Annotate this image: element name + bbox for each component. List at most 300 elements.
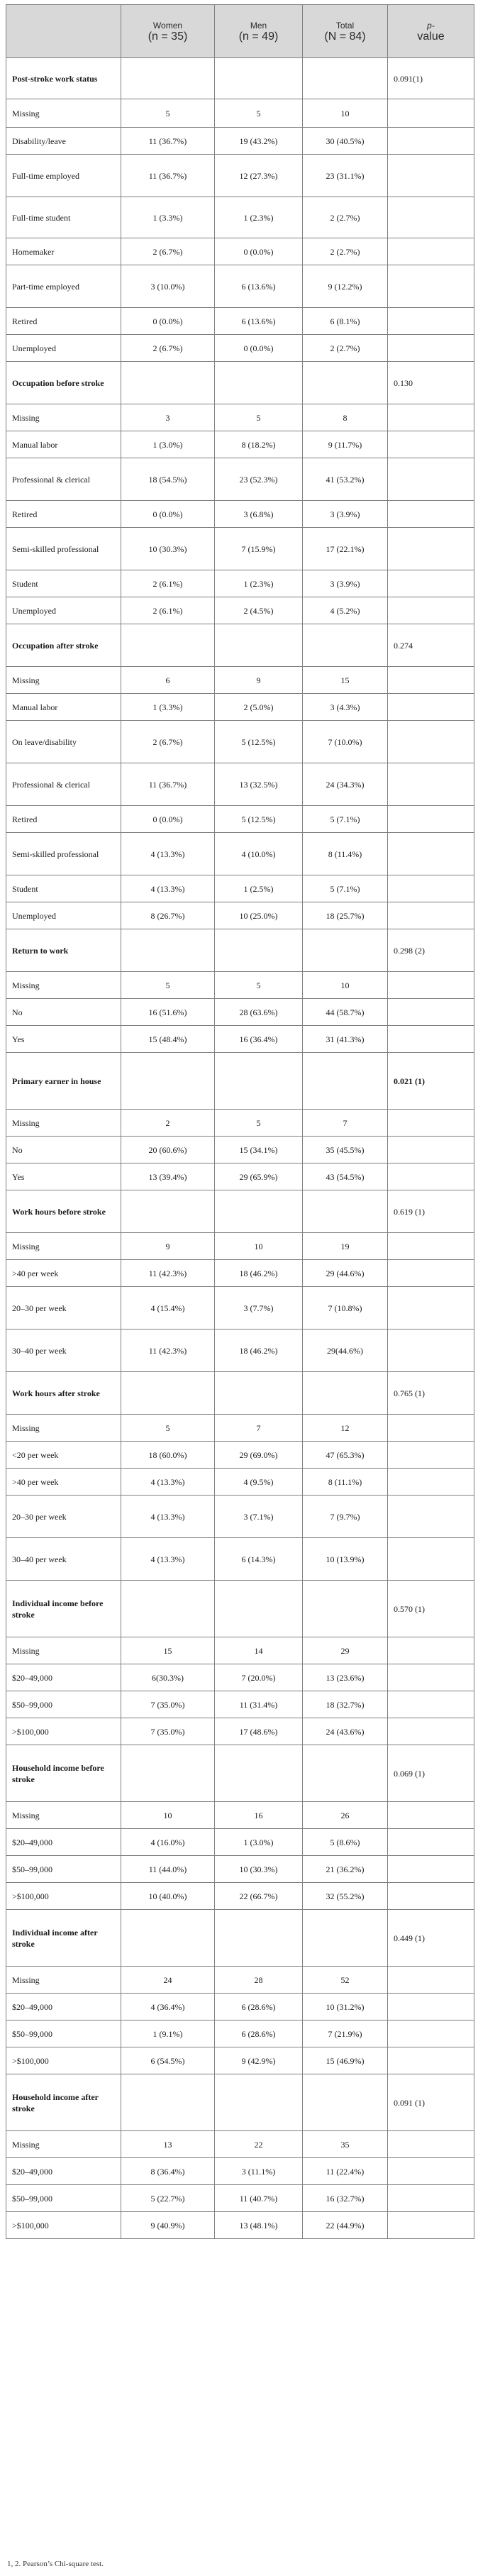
empty-cell xyxy=(215,1053,303,1110)
table-row xyxy=(6,1137,474,1163)
women-cell: 10 (40.0%) xyxy=(121,1883,215,1910)
row-label: >$100,000 xyxy=(6,2212,121,2239)
p-value-cell xyxy=(388,2212,474,2239)
row-label: Student xyxy=(6,875,121,902)
total-cell: 19 xyxy=(303,1233,388,1260)
women-cell: 3 (10.0%) xyxy=(121,265,215,308)
men-cell: 1 (3.0%) xyxy=(215,1829,303,1856)
women-cell: 1 (9.1%) xyxy=(121,2021,215,2047)
section-label: Household income before stroke xyxy=(6,1745,121,1802)
section-row xyxy=(6,58,474,99)
header-pvalue xyxy=(388,5,474,58)
row-label: Manual labor xyxy=(6,694,121,721)
p-value-cell: 0.449 (1) xyxy=(388,1910,474,1967)
men-cell: 6 (28.6%) xyxy=(215,2021,303,2047)
p-value-cell xyxy=(388,1856,474,1883)
women-cell: 4 (13.3%) xyxy=(121,1469,215,1496)
women-cell: 4 (13.3%) xyxy=(121,1496,215,1538)
empty-cell xyxy=(215,624,303,667)
empty-cell xyxy=(215,2074,303,2131)
total-cell: 6 (8.1%) xyxy=(303,308,388,335)
p-value-cell xyxy=(388,238,474,265)
table-row xyxy=(6,1856,474,1883)
men-cell: 4 (10.0%) xyxy=(215,833,303,875)
women-cell: 9 xyxy=(121,1233,215,1260)
row-label: 20–30 per week xyxy=(6,1287,121,1330)
total-cell: 2 (2.7%) xyxy=(303,238,388,265)
row-label: >$100,000 xyxy=(6,2047,121,2074)
table-row xyxy=(6,2131,474,2158)
p-value-cell xyxy=(388,1691,474,1718)
table-row xyxy=(6,833,474,875)
empty-cell xyxy=(121,1372,215,1415)
men-cell: 2 (5.0%) xyxy=(215,694,303,721)
table-row xyxy=(6,308,474,335)
row-label: Missing xyxy=(6,1802,121,1829)
women-cell: 8 (26.7%) xyxy=(121,902,215,929)
header-men-n: (n = 49) xyxy=(238,31,279,43)
total-cell: 8 xyxy=(303,404,388,431)
p-value-cell xyxy=(388,833,474,875)
p-value-cell xyxy=(388,155,474,197)
men-cell: 18 (46.2%) xyxy=(215,1330,303,1372)
table-row xyxy=(6,806,474,833)
p-value-cell xyxy=(388,1260,474,1287)
men-cell: 9 xyxy=(215,667,303,694)
p-value-cell xyxy=(388,1287,474,1330)
men-cell: 3 (6.8%) xyxy=(215,501,303,528)
p-value-cell xyxy=(388,1163,474,1190)
women-cell: 5 (22.7%) xyxy=(121,2185,215,2212)
row-label: Yes xyxy=(6,1026,121,1053)
men-cell: 5 xyxy=(215,404,303,431)
women-cell: 2 (6.7%) xyxy=(121,335,215,362)
p-value-cell: 0.619 (1) xyxy=(388,1190,474,1233)
men-cell: 18 (46.2%) xyxy=(215,1260,303,1287)
men-cell: 29 (69.0%) xyxy=(215,1442,303,1469)
total-cell: 24 (43.6%) xyxy=(303,1718,388,1745)
men-cell: 11 (31.4%) xyxy=(215,1691,303,1718)
row-label: 30–40 per week xyxy=(6,1538,121,1581)
empty-cell xyxy=(121,929,215,972)
men-cell: 19 (43.2%) xyxy=(215,128,303,155)
p-value-cell xyxy=(388,1967,474,1994)
table-row xyxy=(6,1883,474,1910)
p-value-cell xyxy=(388,597,474,624)
empty-cell xyxy=(215,1745,303,1802)
p-value-cell xyxy=(388,1496,474,1538)
men-cell: 15 (34.1%) xyxy=(215,1137,303,1163)
row-label: $20–49,000 xyxy=(6,1829,121,1856)
empty-cell xyxy=(215,1190,303,1233)
row-label: No xyxy=(6,1137,121,1163)
men-cell: 5 xyxy=(215,1110,303,1137)
men-cell: 12 (27.3%) xyxy=(215,155,303,197)
section-row xyxy=(6,1053,474,1110)
row-label: >$100,000 xyxy=(6,1718,121,1745)
table-row xyxy=(6,1691,474,1718)
women-cell: 0 (0.0%) xyxy=(121,806,215,833)
total-cell: 3 (3.9%) xyxy=(303,501,388,528)
data-table xyxy=(6,4,474,2239)
table-row xyxy=(6,902,474,929)
empty-cell xyxy=(303,1910,388,1967)
total-cell: 5 (7.1%) xyxy=(303,875,388,902)
row-label: Missing xyxy=(6,99,121,128)
row-label: Missing xyxy=(6,1110,121,1137)
total-cell: 7 (21.9%) xyxy=(303,2021,388,2047)
row-label: >40 per week xyxy=(6,1469,121,1496)
section-label: Primary earner in house xyxy=(6,1053,121,1110)
men-cell: 5 xyxy=(215,972,303,999)
row-label: $50–99,000 xyxy=(6,2021,121,2047)
p-value-cell xyxy=(388,1469,474,1496)
table-row xyxy=(6,1538,474,1581)
men-cell: 7 xyxy=(215,1415,303,1442)
p-value-cell xyxy=(388,972,474,999)
row-label: >$100,000 xyxy=(6,1883,121,1910)
women-cell: 4 (13.3%) xyxy=(121,833,215,875)
men-cell: 10 (25.0%) xyxy=(215,902,303,929)
table-body xyxy=(6,58,474,2239)
p-value-cell xyxy=(388,1637,474,1664)
women-cell: 13 xyxy=(121,2131,215,2158)
table-row xyxy=(6,1637,474,1664)
p-value-cell xyxy=(388,999,474,1026)
women-cell: 2 xyxy=(121,1110,215,1137)
men-cell: 28 xyxy=(215,1967,303,1994)
total-cell: 9 (11.7%) xyxy=(303,431,388,458)
p-value-cell xyxy=(388,2158,474,2185)
table-row xyxy=(6,128,474,155)
women-cell: 2 (6.7%) xyxy=(121,721,215,763)
row-label: Student xyxy=(6,570,121,597)
section-label: Household income after stroke xyxy=(6,2074,121,2131)
header-men-label: Men xyxy=(250,21,267,31)
empty-cell xyxy=(303,1372,388,1415)
women-cell: 11 (44.0%) xyxy=(121,1856,215,1883)
men-cell: 11 (40.7%) xyxy=(215,2185,303,2212)
table-row xyxy=(6,1287,474,1330)
men-cell: 7 (15.9%) xyxy=(215,528,303,570)
men-cell: 6 (13.6%) xyxy=(215,308,303,335)
total-cell: 7 (9.7%) xyxy=(303,1496,388,1538)
section-label: Work hours before stroke xyxy=(6,1190,121,1233)
total-cell: 16 (32.7%) xyxy=(303,2185,388,2212)
empty-cell xyxy=(121,1581,215,1637)
men-cell: 23 (52.3%) xyxy=(215,458,303,501)
empty-cell xyxy=(121,1910,215,1967)
women-cell: 0 (0.0%) xyxy=(121,501,215,528)
total-cell: 9 (12.2%) xyxy=(303,265,388,308)
total-cell: 11 (22.4%) xyxy=(303,2158,388,2185)
women-cell: 2 (6.7%) xyxy=(121,238,215,265)
p-value-cell: 0.765 (1) xyxy=(388,1372,474,1415)
men-cell: 1 (2.3%) xyxy=(215,570,303,597)
row-label: Semi-skilled professional xyxy=(6,528,121,570)
empty-cell xyxy=(303,1190,388,1233)
women-cell: 10 xyxy=(121,1802,215,1829)
table-row xyxy=(6,1260,474,1287)
footnote: 1, 2. Pearson’s Chi-square test. xyxy=(7,2560,104,2568)
section-row xyxy=(6,1190,474,1233)
men-cell: 3 (7.7%) xyxy=(215,1287,303,1330)
row-label: 20–30 per week xyxy=(6,1496,121,1538)
table-row xyxy=(6,1415,474,1442)
women-cell: 10 (30.3%) xyxy=(121,528,215,570)
empty-cell xyxy=(121,58,215,99)
empty-cell xyxy=(303,58,388,99)
row-label: >40 per week xyxy=(6,1260,121,1287)
women-cell: 4 (13.3%) xyxy=(121,875,215,902)
men-cell: 16 (36.4%) xyxy=(215,1026,303,1053)
total-cell: 44 (58.7%) xyxy=(303,999,388,1026)
total-cell: 47 (65.3%) xyxy=(303,1442,388,1469)
p-value-cell: 0.069 (1) xyxy=(388,1745,474,1802)
p-value-cell xyxy=(388,1330,474,1372)
header-blank xyxy=(6,5,121,58)
total-cell: 17 (22.1%) xyxy=(303,528,388,570)
row-label: $50–99,000 xyxy=(6,1691,121,1718)
total-cell: 3 (3.9%) xyxy=(303,570,388,597)
row-label: Missing xyxy=(6,1233,121,1260)
row-label: Full-time employed xyxy=(6,155,121,197)
men-cell: 5 xyxy=(215,99,303,128)
p-value-cell xyxy=(388,1994,474,2021)
total-cell: 5 (7.1%) xyxy=(303,806,388,833)
table-row xyxy=(6,197,474,238)
p-value-cell xyxy=(388,1664,474,1691)
section-row xyxy=(6,362,474,404)
total-cell: 12 xyxy=(303,1415,388,1442)
total-cell: 18 (32.7%) xyxy=(303,1691,388,1718)
women-cell: 20 (60.6%) xyxy=(121,1137,215,1163)
row-label: Retired xyxy=(6,501,121,528)
total-cell: 8 (11.4%) xyxy=(303,833,388,875)
p-value-cell xyxy=(388,1538,474,1581)
empty-cell xyxy=(121,362,215,404)
p-value-cell xyxy=(388,501,474,528)
women-cell: 4 (13.3%) xyxy=(121,1538,215,1581)
table-row xyxy=(6,667,474,694)
p-value-cell xyxy=(388,1137,474,1163)
women-cell: 24 xyxy=(121,1967,215,1994)
section-row xyxy=(6,1581,474,1637)
total-cell: 7 (10.8%) xyxy=(303,1287,388,1330)
empty-cell xyxy=(121,2074,215,2131)
p-value-cell xyxy=(388,667,474,694)
empty-cell xyxy=(303,1745,388,1802)
men-cell: 6 (14.3%) xyxy=(215,1538,303,1581)
p-value-cell: 0.091 (1) xyxy=(388,2074,474,2131)
p-value-cell xyxy=(388,404,474,431)
row-label: Homemaker xyxy=(6,238,121,265)
table-row xyxy=(6,2021,474,2047)
women-cell: 11 (42.3%) xyxy=(121,1260,215,1287)
total-cell: 31 (41.3%) xyxy=(303,1026,388,1053)
women-cell: 1 (3.3%) xyxy=(121,197,215,238)
section-label: Occupation before stroke xyxy=(6,362,121,404)
total-cell: 5 (8.6%) xyxy=(303,1829,388,1856)
row-label: On leave/disability xyxy=(6,721,121,763)
row-label: Unemployed xyxy=(6,597,121,624)
row-label: $50–99,000 xyxy=(6,2185,121,2212)
header-women-label: Women xyxy=(152,21,183,31)
men-cell: 5 (12.5%) xyxy=(215,721,303,763)
total-cell: 35 (45.5%) xyxy=(303,1137,388,1163)
men-cell: 3 (7.1%) xyxy=(215,1496,303,1538)
empty-cell xyxy=(215,929,303,972)
total-cell: 7 xyxy=(303,1110,388,1137)
total-cell: 15 (46.9%) xyxy=(303,2047,388,2074)
row-label: Unemployed xyxy=(6,335,121,362)
table-row xyxy=(6,597,474,624)
men-cell: 0 (0.0%) xyxy=(215,238,303,265)
table-row xyxy=(6,155,474,197)
row-label: Semi-skilled professional xyxy=(6,833,121,875)
p-value-cell: 0.298 (2) xyxy=(388,929,474,972)
empty-cell xyxy=(121,1190,215,1233)
empty-cell xyxy=(303,1053,388,1110)
men-cell: 22 xyxy=(215,2131,303,2158)
table-row xyxy=(6,431,474,458)
men-cell: 5 (12.5%) xyxy=(215,806,303,833)
p-value-cell: 0.021 (1) xyxy=(388,1053,474,1110)
table-row xyxy=(6,721,474,763)
women-cell: 2 (6.1%) xyxy=(121,570,215,597)
women-cell: 5 xyxy=(121,99,215,128)
men-cell: 14 xyxy=(215,1637,303,1664)
p-value-cell xyxy=(388,763,474,806)
table-row xyxy=(6,501,474,528)
total-cell: 10 xyxy=(303,99,388,128)
men-cell: 4 (9.5%) xyxy=(215,1469,303,1496)
header-total xyxy=(303,5,388,58)
total-cell: 43 (54.5%) xyxy=(303,1163,388,1190)
women-cell: 6 (54.5%) xyxy=(121,2047,215,2074)
men-cell: 6 (13.6%) xyxy=(215,265,303,308)
empty-cell xyxy=(303,2074,388,2131)
women-cell: 4 (36.4%) xyxy=(121,1994,215,2021)
total-cell: 2 (2.7%) xyxy=(303,197,388,238)
total-cell: 7 (10.0%) xyxy=(303,721,388,763)
women-cell: 7 (35.0%) xyxy=(121,1691,215,1718)
men-cell: 29 (65.9%) xyxy=(215,1163,303,1190)
men-cell: 10 (30.3%) xyxy=(215,1856,303,1883)
women-cell: 7 (35.0%) xyxy=(121,1718,215,1745)
table-row xyxy=(6,763,474,806)
men-cell: 7 (20.0%) xyxy=(215,1664,303,1691)
p-value-cell xyxy=(388,2131,474,2158)
row-label: $20–49,000 xyxy=(6,2158,121,2185)
women-cell: 5 xyxy=(121,1415,215,1442)
row-label: 30–40 per week xyxy=(6,1330,121,1372)
row-label: Missing xyxy=(6,667,121,694)
total-cell: 2 (2.7%) xyxy=(303,335,388,362)
table-row xyxy=(6,238,474,265)
p-value-cell xyxy=(388,128,474,155)
empty-cell xyxy=(215,1372,303,1415)
men-cell: 2 (4.5%) xyxy=(215,597,303,624)
total-cell: 4 (5.2%) xyxy=(303,597,388,624)
row-label: Yes xyxy=(6,1163,121,1190)
table-row xyxy=(6,1163,474,1190)
table-row xyxy=(6,2047,474,2074)
empty-cell xyxy=(215,1910,303,1967)
row-label: Missing xyxy=(6,972,121,999)
row-label: No xyxy=(6,999,121,1026)
total-cell: 29 xyxy=(303,1637,388,1664)
header-women-n: (n = 35) xyxy=(148,31,188,43)
row-label: Missing xyxy=(6,404,121,431)
total-cell: 22 (44.9%) xyxy=(303,2212,388,2239)
men-cell: 1 (2.5%) xyxy=(215,875,303,902)
women-cell: 11 (42.3%) xyxy=(121,1330,215,1372)
total-cell: 29(44.6%) xyxy=(303,1330,388,1372)
p-value-cell: 0.130 xyxy=(388,362,474,404)
table-row xyxy=(6,1664,474,1691)
total-cell: 10 xyxy=(303,972,388,999)
total-cell: 23 (31.1%) xyxy=(303,155,388,197)
table-row xyxy=(6,2185,474,2212)
p-value-cell xyxy=(388,875,474,902)
table-row xyxy=(6,1718,474,1745)
women-cell: 11 (36.7%) xyxy=(121,128,215,155)
men-cell: 0 (0.0%) xyxy=(215,335,303,362)
men-cell: 8 (18.2%) xyxy=(215,431,303,458)
section-row xyxy=(6,1745,474,1802)
men-cell: 13 (32.5%) xyxy=(215,763,303,806)
table-row xyxy=(6,1802,474,1829)
row-label: Retired xyxy=(6,806,121,833)
p-value-cell: 0.570 (1) xyxy=(388,1581,474,1637)
women-cell: 4 (16.0%) xyxy=(121,1829,215,1856)
total-cell: 13 (23.6%) xyxy=(303,1664,388,1691)
women-cell: 3 xyxy=(121,404,215,431)
section-label: Occupation after stroke xyxy=(6,624,121,667)
women-cell: 15 (48.4%) xyxy=(121,1026,215,1053)
row-label: Manual labor xyxy=(6,431,121,458)
row-label: Missing xyxy=(6,1637,121,1664)
row-label: Part-time employed xyxy=(6,265,121,308)
total-cell: 52 xyxy=(303,1967,388,1994)
table-row xyxy=(6,999,474,1026)
p-value-cell xyxy=(388,1415,474,1442)
row-label: Full-time student xyxy=(6,197,121,238)
section-label: Post-stroke work status xyxy=(6,58,121,99)
header-women xyxy=(121,5,215,58)
table-row xyxy=(6,972,474,999)
table-row xyxy=(6,875,474,902)
p-value-cell xyxy=(388,1829,474,1856)
row-label: Unemployed xyxy=(6,902,121,929)
table-row xyxy=(6,1110,474,1137)
header-total-label: Total xyxy=(335,21,355,31)
section-label: Work hours after stroke xyxy=(6,1372,121,1415)
p-value-cell xyxy=(388,806,474,833)
women-cell: 13 (39.4%) xyxy=(121,1163,215,1190)
section-label: Individual income after stroke xyxy=(6,1910,121,1967)
men-cell: 16 xyxy=(215,1802,303,1829)
p-value-cell xyxy=(388,458,474,501)
women-cell: 1 (3.0%) xyxy=(121,431,215,458)
empty-cell xyxy=(121,1745,215,1802)
total-cell: 10 (13.9%) xyxy=(303,1538,388,1581)
total-cell: 30 (40.5%) xyxy=(303,128,388,155)
table-row xyxy=(6,2158,474,2185)
row-label: Missing xyxy=(6,2131,121,2158)
section-label: Return to work xyxy=(6,929,121,972)
